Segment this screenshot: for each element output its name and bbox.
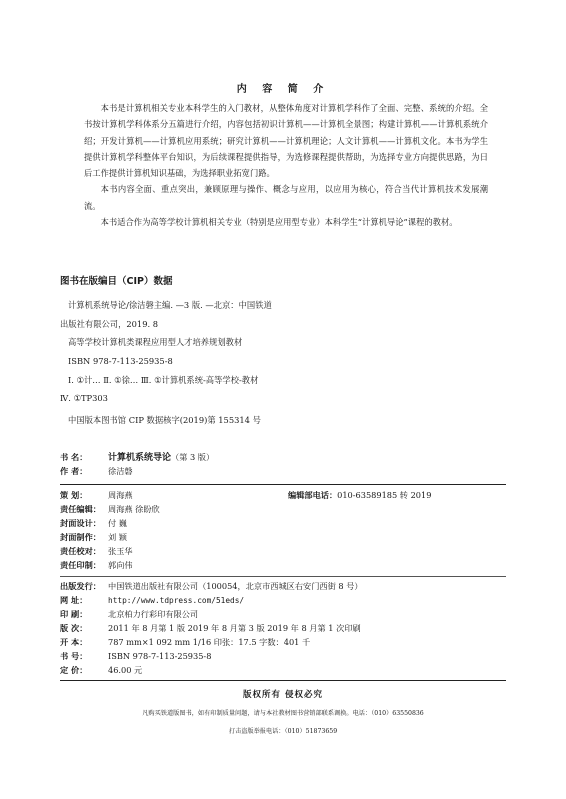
publisher-label: 出版发行： (60, 581, 101, 591)
format-label: 开 本： (60, 637, 88, 647)
editorial-phone-label: 编辑部电话： (288, 490, 338, 500)
summary-paragraph-1: 本书是计算机相关专业本科学生的入门教材，从整体角度对计算机学科作了全面、完整、系统的介绍。全书按计算机学科体系分五篇进行介绍，内容包括初识计算机——计算机全景图；构建计算机——计算机系统介绍；开发计算机——计算机应用系统；研究计算机——计算机理论；人文计算机——计算机文化。本书为学生提供计算机学科整体平台知识，为后续课程提供指导，为选修课程提供帮助，为选择专业方向提供思路，为日后工作提供计算机知识基础，为选择职业拓宽门路。 (84, 103, 488, 179)
divider (60, 576, 506, 577)
cip-line: 计算机系统导论/徐洁磐主编. —3 版. —北京：中国铁道 (68, 300, 272, 310)
author-value: 徐洁磐 (108, 466, 133, 476)
price-value: 46.00 元 (108, 665, 143, 675)
publisher-row (60, 580, 363, 592)
book-edition-value: （第 3 版） (171, 452, 215, 462)
print-manager-row (60, 559, 133, 571)
proofreader-value: 张玉华 (108, 546, 133, 556)
proofreader-label: 责任校对： (60, 546, 101, 556)
cip-heading: 图书在版编目（CIP）数据 (60, 276, 173, 287)
printer-row (60, 608, 198, 620)
book-title-row (60, 451, 214, 463)
book-title-label: 书 名： (60, 452, 88, 462)
website-row (60, 594, 244, 606)
cip-record (60, 296, 500, 370)
planner-value: 周海燕 (108, 490, 133, 500)
cip-line: 出版社有限公司，2019. 8 (60, 318, 159, 329)
cover-design-label: 封面设计： (60, 518, 101, 528)
cover-design-row (60, 517, 127, 529)
cip-line: Ⅳ. ①TP303 (60, 392, 108, 403)
edition-row (60, 622, 361, 634)
cip-number (60, 413, 500, 428)
format-row (60, 636, 310, 648)
price-row (60, 664, 142, 676)
summary-paragraph-2: 本书内容全面、重点突出，兼顾原理与操作、概念与应用，以应用为核心，符合当代计算机技术发展潮流。 (84, 184, 488, 211)
divider (60, 680, 506, 681)
website-label: 网 址： (60, 595, 88, 605)
author-label: 作 者： (60, 466, 88, 476)
cip-line: Ⅰ. ①计… Ⅱ. ①徐… Ⅲ. ①计算机系统-高等学校-教材 (68, 375, 259, 385)
cip-classification (60, 372, 500, 407)
proofreader-row (60, 545, 133, 557)
edition-label: 版 次： (60, 623, 88, 633)
summary-heading: 内 容 简 介 (236, 84, 330, 95)
cip-line: 中国版本图书馆 CIP 数据核字(2019)第 155314 号 (68, 415, 261, 425)
isbn-label: 书 号： (60, 651, 88, 661)
editorial-phone (288, 489, 431, 501)
cover-make-row (60, 531, 127, 543)
cover-make-value: 刘 颖 (108, 532, 127, 542)
editorial-phone-value: 010-63589185 转 2019 (337, 490, 432, 500)
cover-make-label: 封面制作： (60, 532, 101, 542)
divider (60, 484, 506, 485)
print-manager-label: 责任印制： (60, 560, 101, 570)
cip-line: 高等学校计算机类课程应用型人才培养规划教材 (68, 337, 243, 347)
printer-label: 印 刷： (60, 609, 88, 619)
publisher-value: 中国铁道出版社有限公司（100054，北京市西城区右安门西街 8 号） (108, 581, 363, 591)
edition-value: 2011 年 8 月第 1 版 2019 年 8 月第 3 版 2019 年 8 月第 1 次印刷 (108, 623, 361, 633)
format-value: 787 mm×1 092 mm 1/16 印张：17.5 字数：401 千 (108, 637, 311, 647)
rights-reserved: 版权所有 侵权必究 (243, 690, 323, 700)
summary-text (84, 100, 488, 230)
author-row (60, 465, 133, 477)
planner-label: 策 划： (60, 490, 88, 500)
printer-value: 北京柏力行彩印有限公司 (108, 609, 199, 619)
cip-line: ISBN 978-7-113-25935-8 (68, 355, 173, 366)
cover-design-value: 付 巍 (108, 518, 127, 528)
piracy-hotline: 打击盗版举报电话：（010）51873659 (228, 728, 338, 735)
book-title-value: 计算机系统导论 (108, 453, 172, 463)
planner-row (60, 489, 432, 501)
summary-paragraph-3: 本书适合作为高等学校计算机相关专业（特别是应用型专业）本科学生“计算机导论”课程的教材。 (100, 217, 458, 228)
quality-notice: 凡购买铁道版图书，如有印制质量问题，请与本社教材图书营销部联系调换。电话：（010）63550836 (142, 710, 424, 717)
editor-label: 责任编辑： (60, 504, 101, 514)
editor-value: 周海燕 徐盼欣 (108, 504, 160, 514)
isbn-value: ISBN 978-7-113-25935-8 (108, 651, 212, 661)
isbn-row (60, 650, 211, 662)
price-label: 定 价： (60, 665, 88, 675)
website-value: http://www.tdpress.com/51eds/ (108, 596, 245, 605)
editor-row (60, 503, 160, 515)
print-manager-value: 郭向伟 (108, 560, 133, 570)
